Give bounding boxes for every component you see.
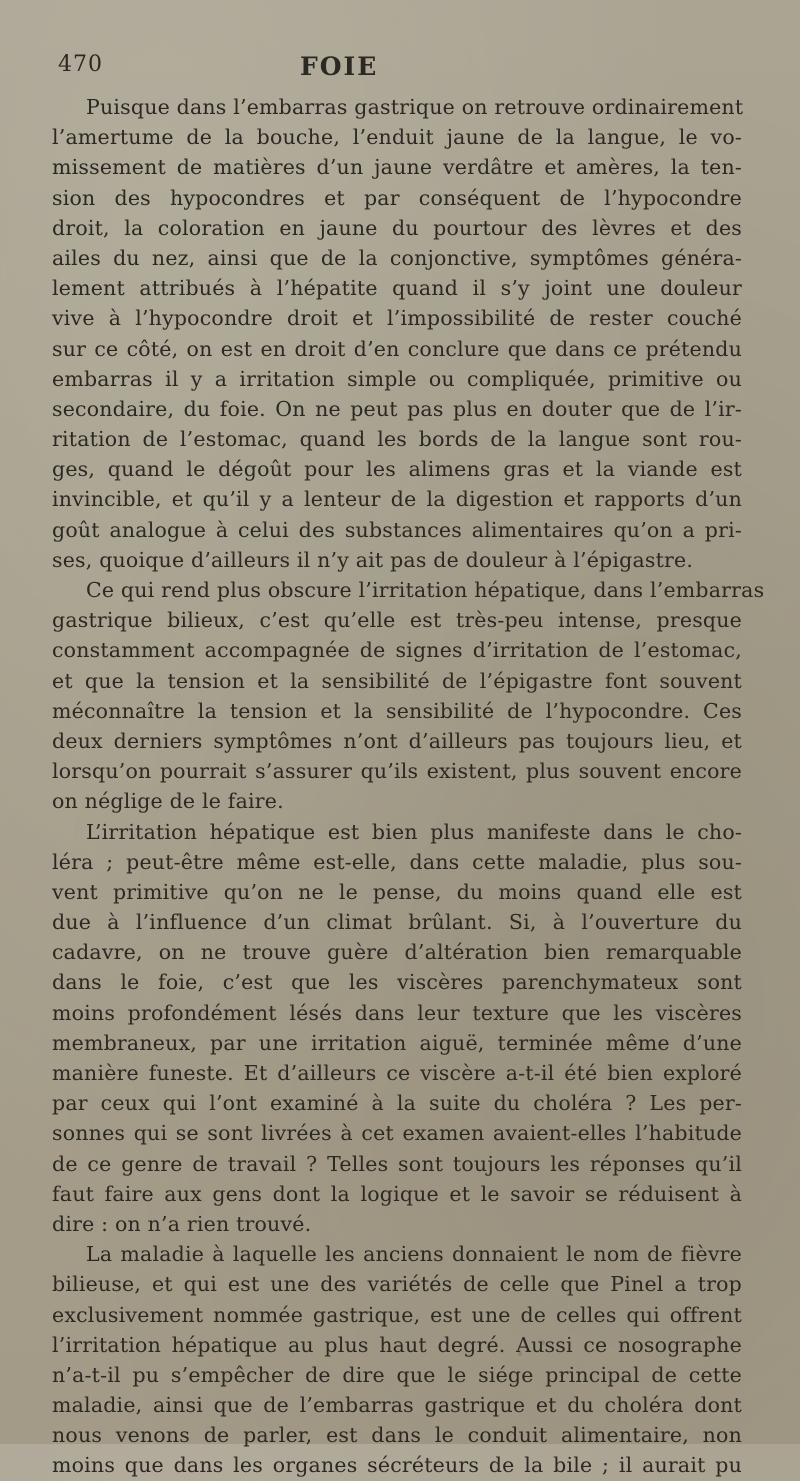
- text-line: deux derniers symptômes n’ont d’ailleurs pas toujours lieu, et: [52, 728, 742, 753]
- text-line: on néglige de le faire.: [52, 789, 284, 814]
- text-line: bilieuse, et qui est une des variétés de celle que Pinel a trop: [52, 1272, 742, 1297]
- text-line: n’a-t-il pu s’empêcher de dire que le siége principal de cette: [52, 1362, 742, 1387]
- text-line: cadavre, on ne trouve guère d’altération bien remarquable: [52, 940, 742, 965]
- text-line: L’irritation hépatique est bien plus manifeste dans le cho-: [86, 819, 742, 844]
- text-line: invincible, et qu’il y a lenteur de la digestion et rapports d’un: [52, 487, 742, 512]
- text-line: dire : on n’a rien trouvé.: [52, 1211, 312, 1236]
- text-line: manière funeste. Et d’ailleurs ce viscère a-t-il été bien exploré: [52, 1061, 742, 1085]
- text-line: constamment accompagnée de signes d’irritation de l’estomac,: [52, 638, 742, 663]
- text-line: ges, quand le dégoût pour les alimens gras et la viande est: [52, 457, 742, 482]
- text-line: dans le foie, c’est que les viscères parenchymateux sont: [52, 970, 742, 995]
- text-line: sonnes qui se sont livrées à cet examen avaient-elles l’habitude: [52, 1121, 742, 1146]
- text-line: sion des hypocondres et par conséquent de l’hypocondre: [52, 185, 742, 210]
- text-line: lorsqu’on pourrait s’assurer qu’ils existent, plus souvent encore: [52, 759, 742, 784]
- page-header: [52, 52, 742, 92]
- text-line: lement attribués à l’hépatite quand il s’y joint une douleur: [52, 276, 742, 301]
- text-line: Ce qui rend plus obscure l’irritation hépatique, dans l’embarras: [86, 578, 765, 602]
- text-line: sur ce côté, on est en droit d’en conclure que dans ce prétendu: [52, 336, 742, 361]
- text-line: vive à l’hypocondre droit et l’impossibilité de rester couché: [52, 306, 742, 331]
- text-line: secondaire, du foie. On ne peut pas plus en douter que de l’ir-: [52, 396, 742, 421]
- text-line: l’amertume de la bouche, l’enduit jaune de la langue, le vo-: [52, 125, 742, 150]
- text-line: due à l’influence d’un climat brûlant. Si, à l’ouverture du: [52, 910, 742, 935]
- text-line: goût analogue à celui des substances alimentaires qu’on a pri-: [52, 517, 742, 542]
- text-line: méconnaître la tension et la sensibilité de l’hypocondre. Ces: [52, 698, 742, 723]
- page-number: 470: [58, 52, 103, 77]
- text-line: La maladie à laquelle les anciens donnaient le nom de fièvre: [86, 1242, 742, 1267]
- text-line: et que la tension et la sensibilité de l’épigastre font souvent: [52, 668, 742, 693]
- text-line: ses, quoique d’ailleurs il n’y ait pas de douleur à l’épigastre.: [52, 547, 694, 572]
- text-line: maladie, ainsi que de l’embarras gastrique et du choléra dont: [52, 1393, 742, 1418]
- text-line: faut faire aux gens dont la logique et le savoir se réduisent à: [52, 1181, 742, 1206]
- text-line: nous venons de parler, est dans le conduit alimentaire, non: [52, 1423, 742, 1448]
- text-line: missement de matières d’un jaune verdâtre et amères, la ten-: [52, 155, 742, 180]
- book-page: [52, 52, 765, 1481]
- text-line: par ceux qui l’ont examiné à la suite du choléra ? Les per-: [52, 1091, 742, 1116]
- text-line: embarras il y a irritation simple ou compliquée, primitive ou: [52, 366, 742, 391]
- text-line: ritation de l’estomac, quand les bords de la langue sont rou-: [52, 427, 742, 452]
- text-line: Puisque dans l’embarras gastrique on retrouve ordinairement: [86, 95, 744, 119]
- text-line: ailes du nez, ainsi que de la conjonctive, symptômes généra-: [52, 245, 742, 270]
- running-head: FOIE: [300, 52, 379, 81]
- text-line: léra ; peut-être même est-elle, dans cette maladie, plus sou-: [52, 849, 742, 874]
- text-line: de ce genre de travail ? Telles sont toujours les réponses qu’il: [52, 1151, 742, 1176]
- text-line: moins que dans les organes sécréteurs de la bile ; il aurait pu: [52, 1453, 742, 1478]
- text-line: membraneux, par une irritation aiguë, terminée même d’une: [52, 1030, 742, 1055]
- text-line: vent primitive qu’on ne le pense, du moins quand elle est: [52, 879, 742, 904]
- text-line: gastrique bilieux, c’est qu’elle est très-peu intense, presque: [52, 608, 742, 633]
- text-line: droit, la coloration en jaune du pourtour des lèvres et des: [52, 215, 742, 240]
- text-line: exclusivement nommée gastrique, est une de celles qui offrent: [52, 1302, 742, 1327]
- body-text: [52, 92, 765, 1481]
- text-line: moins profondément lésés dans leur texture que les viscères: [52, 1000, 742, 1025]
- text-line: l’irritation hépatique au plus haut degré. Aussi ce nosographe: [52, 1332, 742, 1357]
